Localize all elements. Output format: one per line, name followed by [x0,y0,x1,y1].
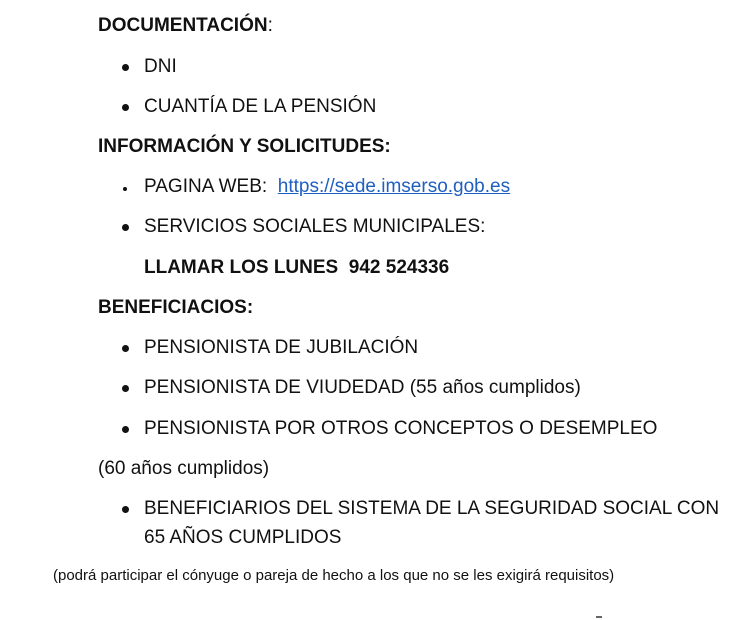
footnote: (podrá participar el cónyuge o pareja de hecho a los que no se les exigirá requisitos) [53,567,615,584]
bullet-icon [122,64,129,71]
social-security-line-1: BENEFICIARIOS DEL SISTEMA DE LA SEGURIDAD SOCIAL CON [144,498,720,519]
web-label: PAGINA WEB: [144,176,268,197]
social-security-line-2: 65 AÑOS CUMPLIDOS [144,527,342,548]
bullet-icon [122,104,129,111]
bullet-icon [122,224,129,231]
bullet-icon [123,187,127,191]
bullet-icon [122,385,129,392]
web-line [144,175,510,199]
documentation-item-dni: DNI [144,56,177,77]
bullet-icon [122,506,129,513]
documentation-heading-colon: : [267,15,273,36]
services-label: SERVICIOS SOCIALES MUNICIPALES: [144,216,486,237]
age-note: (60 años cumplidos) [98,458,270,479]
beneficiaries-heading: BENEFICIACIOS: [98,297,254,318]
beneficiary-item-otros: PENSIONISTA POR OTROS CONCEPTOS O DESEMPLEO [144,418,658,439]
imserso-link[interactable]: https://sede.imserso.gob.es [277,176,511,197]
bullet-icon [122,426,129,433]
information-heading: INFORMACIÓN Y SOLICITUDES: [98,136,391,157]
call-info: LLAMAR LOS LUNES 942 524336 [144,257,450,278]
scan-mark [596,616,602,618]
documentation-item-pension: CUANTÍA DE LA PENSIÓN [144,96,377,117]
documentation-heading [98,14,273,38]
documentation-heading-text: DOCUMENTACIÓN [98,15,268,36]
beneficiary-item-viudedad: PENSIONISTA DE VIUDEDAD (55 años cumplidos) [144,377,581,398]
beneficiary-item-jubilacion: PENSIONISTA DE JUBILACIÓN [144,337,419,358]
bullet-icon [122,345,129,352]
